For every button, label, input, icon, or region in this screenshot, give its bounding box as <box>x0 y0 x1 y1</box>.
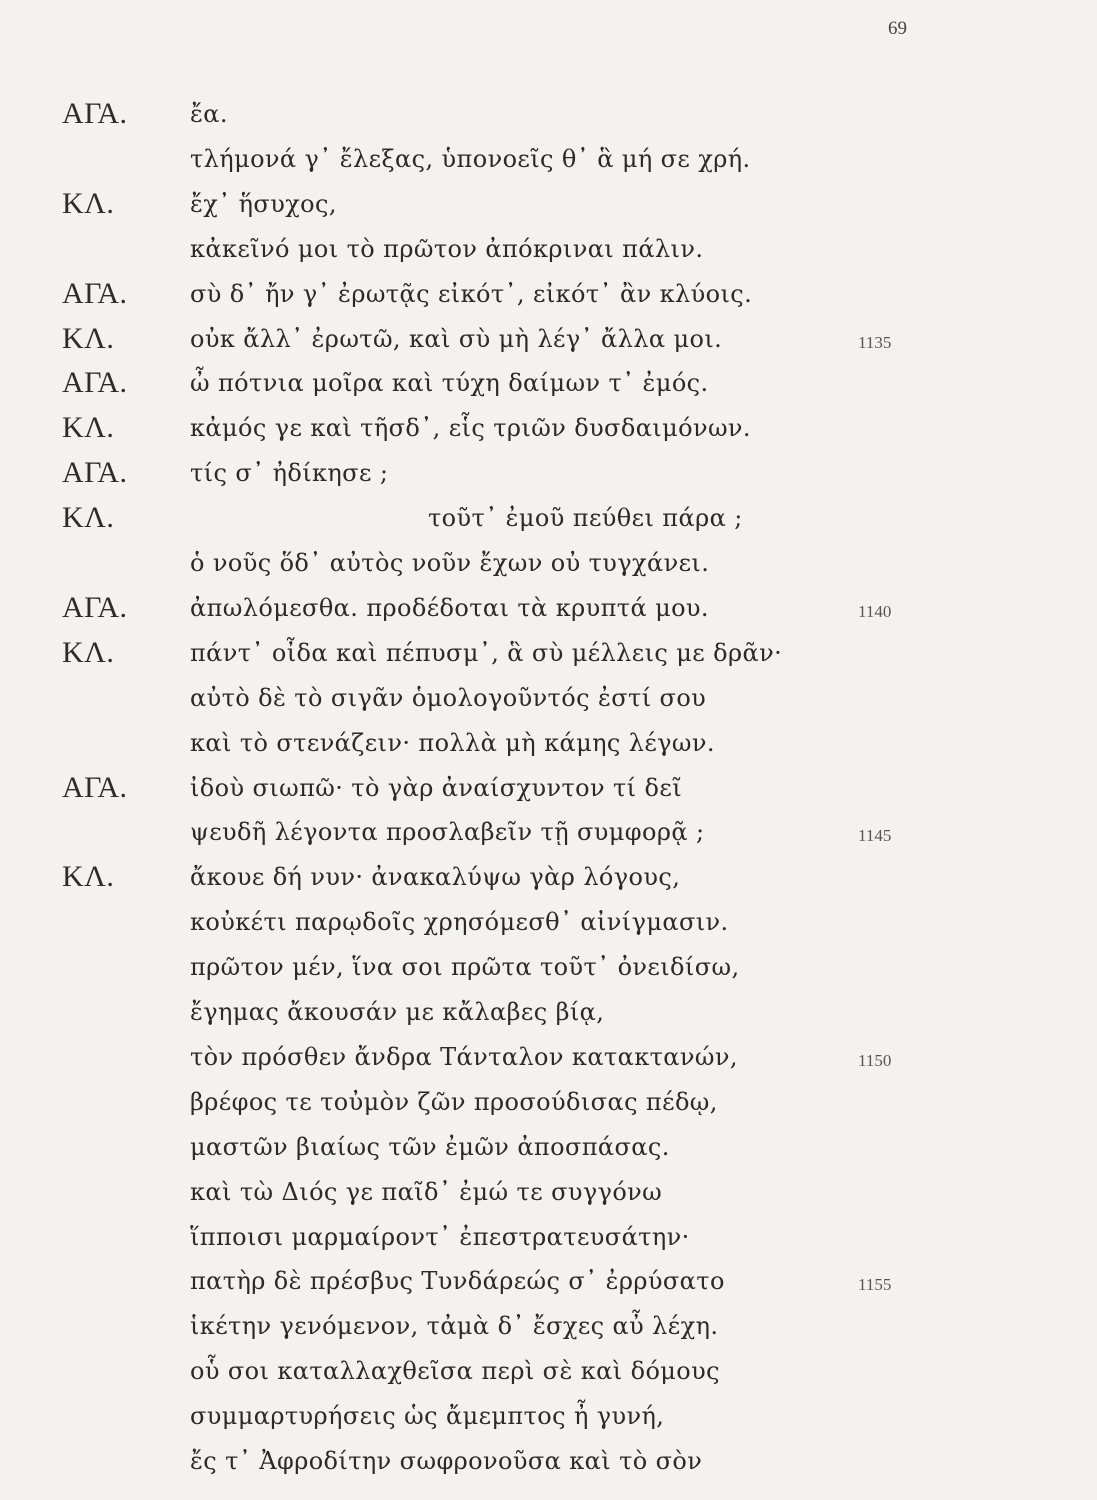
verse-line <box>0 631 1097 675</box>
verse-text: ὁ νοῦς ὅδ᾽ αὐτὸς νοῦν ἔχων οὐ τυγχάνει. <box>190 549 710 577</box>
speaker-label: ΚΛ. <box>62 860 115 894</box>
verse-text: καὶ τὼ Διός γε παῖδ᾽ ἐμώ τε συγγόνω <box>190 1177 663 1206</box>
verse-text: τοῦτ᾽ ἐμοῦ πεύθει πάρα ; <box>428 504 743 533</box>
verse-line <box>0 1215 1097 1259</box>
speaker-label: ΑΓΑ. <box>62 456 128 490</box>
verse-text: τὸν πρόσθεν ἄνδρα Τάνταλον κατακτανών, <box>190 1042 738 1071</box>
verse-line <box>0 1304 1097 1348</box>
speaker-label: ΚΛ. <box>62 635 115 669</box>
verse-line <box>0 766 1097 810</box>
speaker-label: ΚΛ. <box>62 321 115 355</box>
speaker-label: ΑΓΑ. <box>62 276 128 310</box>
verse-line <box>0 92 1097 136</box>
verse-text: καὶ τὸ στενάζειν· πολλὰ μὴ κάμης λέγων. <box>190 728 715 757</box>
verse-line <box>0 1394 1097 1438</box>
verse-line <box>0 586 1097 630</box>
verse-line <box>0 721 1097 765</box>
verse-text: ἵπποισι μαρμαίροντ᾽ ἐπεστρατευσάτην· <box>190 1222 690 1251</box>
speaker-label: ΑΓΑ. <box>62 590 128 624</box>
verse-line <box>0 1349 1097 1393</box>
verse-text: μαστῶν βιαίως τῶν ἐμῶν ἀποσπάσας. <box>190 1132 670 1161</box>
verse-text: συμμαρτυρήσεις ὡς ἄμεμπτος ἦ γυνή, <box>190 1402 665 1431</box>
verse-text: κἀμός γε καὶ τῆσδ᾽, εἷς τριῶν δυσδαιμόνων. <box>190 414 751 443</box>
verse-text: ἔς τ᾽ Ἀφροδίτην σωφρονοῦσα καὶ τὸ σὸν <box>190 1447 703 1475</box>
verse-text: ὦ πότνια μοῖρα καὶ τύχη δαίμων τ᾽ ἐμός. <box>190 369 709 398</box>
verse-text: ἔγημας ἄκουσάν με κἄλαβες βίᾳ, <box>190 998 605 1026</box>
verse-text: κοὐκέτι παρῳδοῖς χρησόμεσθ᾽ αἰνίγμασιν. <box>190 908 729 937</box>
verse-line <box>0 227 1097 271</box>
verse-line <box>0 1170 1097 1214</box>
verse-text: ἀπωλόμεσθα. προδέδοται τὰ κρυπτά μου. <box>190 593 709 622</box>
speaker-label: ΑΓΑ. <box>62 366 128 400</box>
line-number: 1145 <box>858 826 892 846</box>
verse-text: οὗ σοι καταλλαχθεῖσα περὶ σὲ καὶ δόμους <box>190 1357 720 1386</box>
verse-line <box>0 451 1097 495</box>
verse-line <box>0 406 1097 450</box>
verse-line <box>0 272 1097 316</box>
verse-line <box>0 900 1097 944</box>
verse-text: ἄκουε δή νυν· ἀνακαλύψω γὰρ λόγους, <box>190 863 681 892</box>
verse-text: ψευδῆ λέγοντα προσλαβεῖν τῇ συμφορᾷ ; <box>190 818 705 847</box>
speaker-label: ΚΛ. <box>62 411 115 445</box>
verse-text: πρῶτον μέν, ἵνα σοι πρῶτα τοῦτ᾽ ὀνειδίσω, <box>190 953 740 982</box>
verse-line <box>0 945 1097 989</box>
line-number: 1140 <box>858 601 892 621</box>
verse-line <box>0 990 1097 1034</box>
verse-line <box>0 1080 1097 1124</box>
verse-line <box>0 676 1097 720</box>
verse-line <box>0 137 1097 181</box>
verse-line <box>0 496 1097 540</box>
speaker-label: ΚΛ. <box>62 186 115 220</box>
verse-text: ἔχ᾽ ἥσυχος, <box>190 189 337 218</box>
page-number: 69 <box>888 18 907 39</box>
verse-text: ἔα. <box>190 100 228 128</box>
verse-line <box>0 182 1097 226</box>
verse-text: σὺ δ᾽ ἤν γ᾽ ἐρωτᾷς εἰκότ᾽, εἰκότ᾽ ἂν κλύοις. <box>190 279 753 308</box>
speaker-label: ΑΓΑ. <box>62 770 128 804</box>
verse-text: βρέφος τε τοὐμὸν ζῶν προσούδισας πέδῳ, <box>190 1087 718 1116</box>
line-number: 1135 <box>858 332 892 352</box>
verse-text: κἀκεῖνό μοι τὸ πρῶτον ἀπόκριναι πάλιν. <box>190 234 704 263</box>
speaker-label: ΑΓΑ. <box>62 97 128 130</box>
verse-line <box>0 810 1097 854</box>
verse-line <box>0 361 1097 405</box>
verse-line <box>0 541 1097 585</box>
verse-text: ἱκέτην γενόμενον, τἀμὰ δ᾽ ἔσχες αὖ λέχη. <box>190 1312 719 1341</box>
verse-line <box>0 317 1097 361</box>
verse-text: πατὴρ δὲ πρέσβυς Τυνδάρεώς σ᾽ ἐρρύσατο <box>190 1267 725 1296</box>
line-number: 1150 <box>858 1050 892 1070</box>
verse-text: αὐτὸ δὲ τὸ σιγᾶν ὁμολογοῦντός ἐστί σου <box>190 683 707 712</box>
verse-text: πάντ᾽ οἶδα καὶ πέπυσμ᾽, ἃ σὺ μέλλεις με δρᾶν· <box>190 638 783 667</box>
verse-text: τίς σ᾽ ἠδίκησε ; <box>190 459 389 488</box>
verse-text: οὐκ ἄλλ᾽ ἐρωτῶ, καὶ σὺ μὴ λέγ᾽ ἄλλα μοι. <box>190 324 723 353</box>
speaker-label: ΚΛ. <box>62 501 115 535</box>
verse-line <box>0 1035 1097 1079</box>
line-number: 1155 <box>858 1275 892 1295</box>
verse-text: ἰδοὺ σιωπῶ· τὸ γὰρ ἀναίσχυντον τί δεῖ <box>190 773 683 802</box>
verse-line <box>0 855 1097 899</box>
verse-line <box>0 1439 1097 1483</box>
verse-line <box>0 1125 1097 1169</box>
verse-text: τλήμονά γ᾽ ἔλεξας, ὑπονοεῖς θ᾽ ἃ μή σε χρή. <box>190 144 751 173</box>
verse-line <box>0 1259 1097 1303</box>
